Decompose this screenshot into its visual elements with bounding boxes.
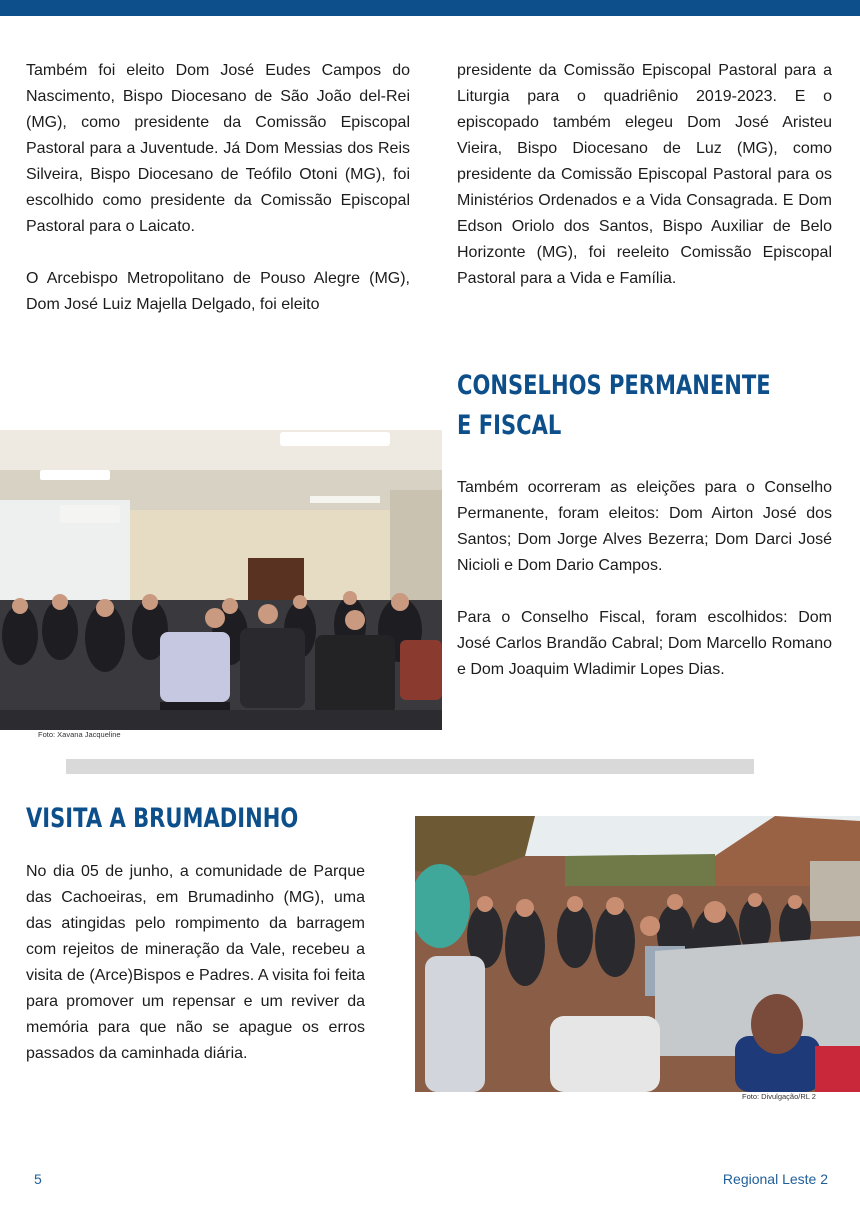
section-divider (66, 759, 754, 774)
paragraph: Para o Conselho Fiscal, foram escolhidos: Dom José Carlos Brandão Cabral; Dom Marcello Romano e Dom Joaquim Wladimir Lopes Dias. (457, 609, 832, 678)
photo-caption: Foto: Xavana Jacqueline (38, 730, 121, 739)
paragraph: Também ocorreram as eleições para o Conselho Permanente, foram eleitos: Dom Airton José dos Santos; Dom Jorge Alves Bezerra; Dom Darci José Nicioli e Dom Dario Campos. (457, 479, 832, 574)
section-heading-conselhos (457, 366, 771, 446)
paragraph: O Arcebispo Metropolitano de Pouso Alegre (MG), Dom José Luiz Majella Delgado, foi eleito (26, 270, 410, 313)
photo-caption: Foto: Divulgação/RL 2 (742, 1092, 816, 1101)
photo-brumadinho-visit (415, 816, 860, 1092)
text-column-left (26, 58, 410, 318)
paragraph: Também foi eleito Dom José Eudes Campos do Nascimento, Bispo Diocesano de São João del-Rei (MG), como presidente da Comissão Episcopal Pastoral para a Juventude. Já Dom Messias dos Reis Silveira, Bispo Diocesano de Teófilo Otoni (MG), foi escolhido como presidente da Comissão Episcopal Pastoral para o Laicato. (26, 62, 410, 235)
publication-name: Regional Leste 2 (722, 1171, 828, 1187)
top-color-bar (0, 0, 860, 16)
paragraph: presidente da Comissão Episcopal Pastoral para a Liturgia para o quadriênio 2019-2023. E o episcopado também elegeu Dom José Aristeu Vieira, Bispo Diocesano de Luz (MG), como presidente da Comissão Episcopal Pastoral para os Ministérios Ordenados e a Vida Consagrada. E Dom Edson Oriolo dos Santos, Bispo Auxiliar de Belo Horizonte (MG), foi reeleito Comissão Episcopal Pastoral para a Vida e Família. (457, 62, 832, 287)
heading-line: E FISCAL (457, 410, 562, 441)
heading-line: CONSELHOS PERMANENTE (457, 370, 771, 401)
conselhos-text (457, 475, 832, 683)
visita-text (26, 859, 365, 1067)
section-heading-visita (26, 799, 298, 839)
photo-assembly-meeting (0, 430, 442, 730)
paragraph: No dia 05 de junho, a comunidade de Parque das Cachoeiras, em Brumadinho (MG), uma das atingidas pelo rompimento da barragem com rejeitos de mineração da Vale, recebeu a visita de (Arce)Bispos e Padres. A visita foi feita para promover um repensar e um reviver da memória para que não se apague os erros passados da caminhada diária. (26, 863, 365, 1062)
page-number: 5 (34, 1171, 42, 1187)
text-column-right (457, 58, 832, 292)
heading-line: VISITA A BRUMADINHO (26, 803, 299, 834)
